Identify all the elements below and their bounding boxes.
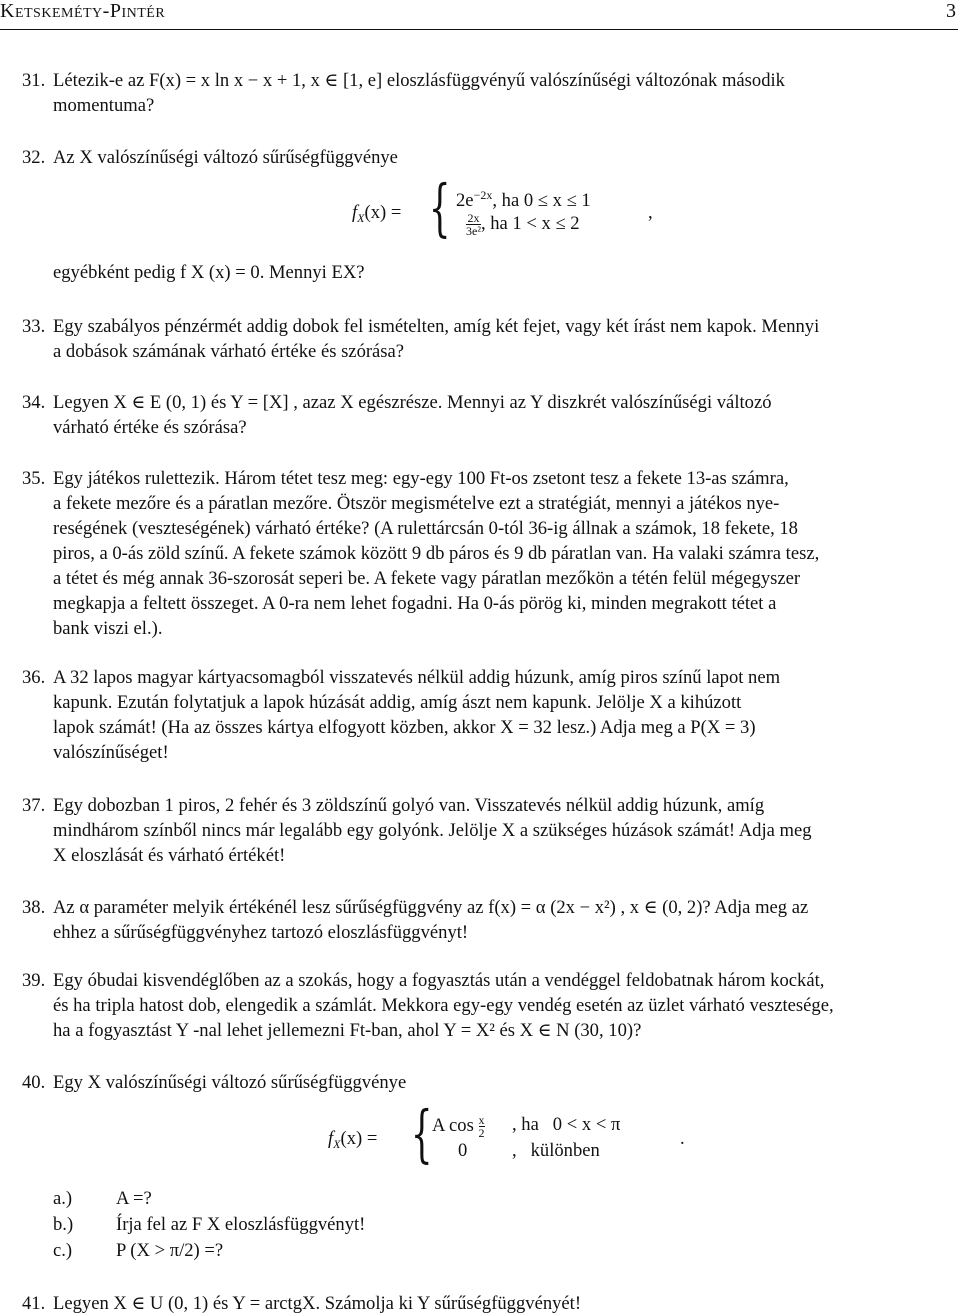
problem-32-after [53, 260, 960, 285]
problem-line: ehhez a sűrűségfüggvényhez tartozó eloszlásfüggvényt! [53, 922, 469, 943]
problem-34 [22, 390, 958, 440]
problem-number: 33. [22, 316, 46, 337]
problem-31 [22, 68, 958, 118]
problem-line: egyébként pedig f X (x) = 0. Mennyi EX? [53, 262, 365, 283]
sub-item-b-text: Írja fel az F X eloszlásfüggvényt! [116, 1214, 366, 1235]
problem-line: várható értéke és szórása? [53, 417, 247, 438]
sub-item-c-text: P (X > π/2) =? [116, 1240, 224, 1261]
problem-line: a dobások számának várható értéke és szórása? [53, 341, 405, 362]
problem-line: reségének (veszteségének) várható értéke? (A rulettárcsán 0-tól 36-ig állnak a számok, 18 fekete, 18 [53, 518, 798, 539]
problem-line: lapok számát! (Ha az összes kártya elfogyott közben, akkor X = 32 lesz.) Adja meg a P(X = 3) [53, 717, 756, 738]
problem-number: 32. [22, 147, 46, 168]
sub-item-b: b.) [53, 1214, 74, 1235]
problem-line: momentuma? [53, 95, 155, 116]
problem-line: Az α paraméter melyik értékénél lesz sűrűségfüggvény az f(x) = α (2x − x²) , x ∈ (0, 2)? Adja meg az [53, 897, 809, 918]
problem-line: megkapja a feltett összeget. A 0-ra nem lehet fogadni. Ha 0-ás pörög ki, minden megrakott tétet a [53, 593, 777, 614]
density-formula-32: $f_X(x)$ = { $2e^{-2x}$, ha 0 ≤ x ≤ 1 $\frac{2x}{\text{3e²}}$ , ha 1 < x ≤ 2 , [352, 171, 653, 244]
problem-line: Egy szabályos pénzérmét addig dobok fel ismételten, amíg két fejet, vagy két írást nem kapok. Mennyi [53, 316, 820, 337]
problem-40 [22, 1070, 958, 1095]
problem-35 [22, 466, 958, 641]
sub-item-a-text: A =? [116, 1188, 152, 1209]
problem-line: mindhárom színből nincs már legalább egy golyónk. Jelölje X a szükséges húzások számát! Adja meg [53, 820, 812, 841]
problem-36 [22, 665, 958, 765]
problem-37 [22, 793, 958, 868]
problem-line: Egy játékos rulettezik. Három tétet tesz meg: egy-egy 100 Ft-os zsetont tesz a fekete 13-as számra, [53, 468, 789, 489]
problem-line: bank viszi el.). [53, 618, 163, 639]
left-brace: { [410, 1097, 433, 1170]
problem-line: valószínűséget! [53, 742, 169, 763]
problem-line: Az X valószínűségi változó sűrűségfüggvénye [53, 147, 398, 168]
problem-number: 34. [22, 392, 46, 413]
problem-number: 41. [22, 1293, 46, 1314]
left-brace: { [428, 171, 451, 244]
problem-line: Legyen X ∈ E (0, 1) és Y = [X] , azaz X egészrésze. Mennyi az Y diszkrét valószínűségi változó [53, 392, 772, 413]
problem-line: ha a fogyasztást Y -nal lehet jellemezni Ft-ban, ahol Y = X² és X ∈ N (30, 10)? [53, 1020, 642, 1041]
problem-41 [22, 1291, 958, 1316]
header-rule [0, 29, 958, 30]
problem-line: kapunk. Ezután folytatjuk a lapok húzását addig, amíg ászt nem kapunk. Jelölje X a kihúzott [53, 692, 742, 713]
problem-number: 40. [22, 1072, 46, 1093]
problem-line: Egy óbudai kisvendéglőben az a szokás, hogy a fogyasztás után a vendéggel feldobatnak három kockát, [53, 970, 825, 991]
page-number: 3 [946, 0, 956, 22]
problem-line: a tétet és még annak 36-szorosát seperi be. A fekete vagy páratlan mezőkön a tétén felül mégegyszer [53, 568, 801, 589]
problem-32 [22, 145, 958, 170]
problem-line: piros, a 0-ás zöld színű. A fekete számok között 9 db páros és 9 db páratlan van. Ha valaki számra tesz, [53, 543, 820, 564]
sub-item-a: a.) [53, 1188, 73, 1209]
problem-line: X eloszlását és várható értékét! [53, 845, 286, 866]
problem-line: és ha tripla hatost dob, elengedik a számlát. Mekkora egy-egy vendég esetén az üzlet várható vesztesége, [53, 995, 834, 1016]
problem-number: 37. [22, 795, 46, 816]
sub-item-c: c.) [53, 1240, 73, 1261]
problem-33 [22, 314, 958, 364]
problem-number: 38. [22, 897, 46, 918]
running-header [0, 0, 960, 28]
problem-number: 39. [22, 970, 46, 991]
problem-line: a fekete mezőre és a páratlan mezőre. Ötször megismételve ezt a stratégiát, mennyi a játékos nye- [53, 493, 780, 514]
problem-number: 36. [22, 667, 46, 688]
header-author: Ketskeméty-Pintér [0, 0, 166, 22]
problem-38 [22, 895, 958, 945]
problem-line: A 32 lapos magyar kártyacsomagból visszatevés nélkül addig húzunk, amíg piros színű lapot nem [53, 667, 781, 688]
problem-line: Létezik-e az F(x) = x ln x − x + 1, x ∈ [1, e] eloszlásfüggvényű valószínűségi változónak második [53, 70, 785, 91]
problem-number: 31. [22, 70, 46, 91]
problem-line: Legyen X ∈ U (0, 1) és Y = arctgX. Számolja ki Y sűrűségfüggvényét! [53, 1293, 582, 1314]
density-formula-40: $f_X(x)$ = { A cos $\frac{x}{2}$ , ha 0 < x < π 0 , különben . [328, 1097, 685, 1170]
problem-number: 35. [22, 468, 46, 489]
problem-line: Egy dobozban 1 piros, 2 fehér és 3 zöldszínű golyó van. Visszatevés nélkül addig húzunk, amíg [53, 795, 765, 816]
problem-line: Egy X valószínűségi változó sűrűségfüggvénye [53, 1072, 407, 1093]
problem-39 [22, 968, 958, 1043]
